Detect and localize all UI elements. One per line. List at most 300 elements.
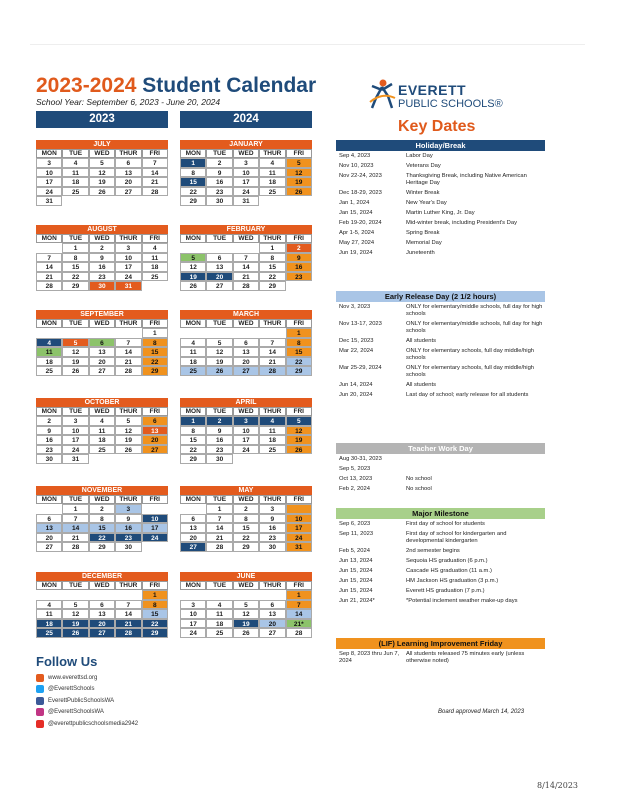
calendar-day: 23 — [286, 272, 312, 282]
calendar-day: 25 — [142, 272, 168, 282]
day-header: THUR — [259, 495, 285, 504]
calendar-day: 28 — [115, 366, 141, 376]
week-row — [36, 168, 168, 178]
key-date-date: Nov 10, 2023 — [339, 162, 374, 169]
calendar-day: 4 — [259, 416, 285, 426]
calendar-day: 30 — [206, 454, 232, 464]
key-date-event: Veterans Day — [406, 162, 441, 169]
key-date-row — [336, 464, 545, 474]
calendar-day: 29 — [286, 366, 312, 376]
month-name: JANUARY — [180, 140, 312, 149]
calendar-day: 3 — [36, 158, 62, 168]
key-date-event: Juneteenth — [406, 249, 435, 256]
calendar-day: 7 — [259, 338, 285, 348]
calendar-day: 6 — [36, 514, 62, 524]
calendar-day: 23 — [36, 445, 62, 455]
key-date-date: Nov 22-24, 2023 — [339, 172, 382, 179]
calendar-day: 11 — [259, 168, 285, 178]
calendar-day: 9 — [286, 253, 312, 263]
calendar-day — [180, 243, 206, 253]
calendar-day: 31 — [233, 196, 259, 206]
calendar-day: 4 — [142, 243, 168, 253]
day-header: MON — [180, 581, 206, 590]
calendar-day: 5 — [286, 416, 312, 426]
calendar-day — [259, 454, 285, 464]
calendar-day: 26 — [286, 445, 312, 455]
calendar-day: 28 — [36, 281, 62, 291]
key-date-row — [336, 208, 545, 218]
calendar-day: 14 — [115, 609, 141, 619]
calendar-day: 27 — [233, 366, 259, 376]
key-date-date: Nov 3, 2023 — [339, 303, 371, 310]
day-header: WED — [89, 319, 115, 328]
calendar-day: 11 — [142, 253, 168, 263]
calendar-day: 27 — [115, 187, 141, 197]
calendar-day: 10 — [180, 609, 206, 619]
calendar-day: 31 — [115, 281, 141, 291]
day-header-row — [36, 319, 168, 328]
key-date-event: All students — [406, 381, 436, 388]
calendar-day: 19 — [286, 177, 312, 187]
week-row — [36, 600, 168, 610]
calendar-day — [233, 590, 259, 600]
calendar-day: 12 — [233, 609, 259, 619]
week-row — [36, 435, 168, 445]
calendar-day — [233, 243, 259, 253]
day-header: WED — [233, 495, 259, 504]
day-header: TUE — [206, 407, 232, 416]
week-row — [36, 158, 168, 168]
calendar-day: 5 — [62, 600, 88, 610]
day-header: MON — [36, 495, 62, 504]
calendar-day: 7 — [115, 338, 141, 348]
calendar-day — [89, 328, 115, 338]
key-date-date: Jun 21, 2024* — [339, 597, 375, 604]
calendar-day: 23 — [206, 445, 232, 455]
calendar-day: 26 — [62, 366, 88, 376]
day-header: TUE — [206, 319, 232, 328]
calendar-day: 18 — [62, 177, 88, 187]
day-header: THUR — [259, 581, 285, 590]
key-date-date: May 27, 2024 — [339, 239, 375, 246]
social-link[interactable] — [36, 718, 138, 730]
calendar-day: 16 — [36, 435, 62, 445]
calendar-day: 17 — [142, 523, 168, 533]
week-row — [36, 426, 168, 436]
calendar-day: 1 — [142, 328, 168, 338]
calendar-day — [286, 504, 312, 514]
calendar-day: 6 — [89, 338, 115, 348]
key-date-row — [336, 228, 545, 238]
week-row — [180, 196, 312, 206]
calendar-day: 28 — [142, 187, 168, 197]
week-row — [36, 619, 168, 629]
calendar-day — [115, 196, 141, 206]
week-row — [180, 445, 312, 455]
calendar-day — [36, 504, 62, 514]
calendar-day: 6 — [180, 514, 206, 524]
month-february — [180, 225, 312, 291]
calendar-day: 8 — [259, 253, 285, 263]
key-dates-title: Key Dates — [398, 118, 476, 135]
calendar-day — [206, 243, 232, 253]
week-row — [36, 347, 168, 357]
key-date-row — [336, 586, 545, 596]
calendar-day: 15 — [62, 262, 88, 272]
key-date-row — [336, 302, 545, 319]
calendar-day: 6 — [206, 253, 232, 263]
calendar-day: 9 — [259, 514, 285, 524]
key-date-event: No school — [406, 485, 432, 492]
week-row — [36, 533, 168, 543]
key-date-row — [336, 596, 545, 606]
calendar-day: 2 — [36, 416, 62, 426]
calendar-day — [62, 196, 88, 206]
calendar-day: 8 — [180, 168, 206, 178]
day-header: MON — [36, 581, 62, 590]
year-header-2024: 2024 — [180, 111, 312, 128]
week-row — [36, 253, 168, 263]
calendar-day: 22 — [142, 619, 168, 629]
calendar-day: 26 — [286, 187, 312, 197]
key-date-date: Jun 14, 2024 — [339, 381, 373, 388]
key-date-row — [336, 336, 545, 346]
week-row — [180, 533, 312, 543]
key-date-event: Labor Day — [406, 152, 433, 159]
month-may — [180, 486, 312, 552]
calendar-day — [206, 590, 232, 600]
calendar-day: 16 — [89, 262, 115, 272]
calendar-day: 18 — [89, 435, 115, 445]
calendar-day: 31 — [286, 542, 312, 552]
calendar-day: 2 — [89, 243, 115, 253]
week-row — [36, 445, 168, 455]
key-date-row — [336, 363, 545, 380]
calendar-day: 21* — [286, 619, 312, 629]
day-header: THUR — [259, 149, 285, 158]
week-row — [180, 542, 312, 552]
calendar-day: 26 — [180, 281, 206, 291]
calendar-day: 21 — [115, 619, 141, 629]
key-date-date: Jun 19, 2024 — [339, 249, 373, 256]
calendar-day: 6 — [115, 158, 141, 168]
calendar-day: 8 — [286, 338, 312, 348]
calendar-day: 18 — [206, 619, 232, 629]
day-header-row — [36, 581, 168, 590]
week-row — [180, 416, 312, 426]
calendar-day — [286, 196, 312, 206]
calendar-day: 9 — [89, 253, 115, 263]
week-row — [180, 609, 312, 619]
calendar-day: 4 — [180, 338, 206, 348]
calendar-day — [206, 328, 232, 338]
week-row — [36, 357, 168, 367]
calendar-day: 8 — [62, 253, 88, 263]
calendar-day: 17 — [62, 435, 88, 445]
key-date-date: Aug 30-31, 2023 — [339, 455, 382, 462]
calendar-day: 5 — [233, 600, 259, 610]
day-header: TUE — [62, 319, 88, 328]
key-date-event: Martin Luther King, Jr. Day — [406, 209, 475, 216]
day-header: MON — [180, 319, 206, 328]
calendar-day: 3 — [62, 416, 88, 426]
calendar-day: 30 — [89, 281, 115, 291]
week-row — [36, 177, 168, 187]
key-date-row — [336, 171, 545, 188]
day-header: MON — [180, 234, 206, 243]
week-row — [36, 366, 168, 376]
social-link[interactable] — [36, 707, 138, 719]
calendar-day: 15 — [259, 262, 285, 272]
calendar-day: 24 — [286, 533, 312, 543]
key-date-event: First day of school for students — [406, 520, 485, 527]
key-date-date: Feb 5, 2024 — [339, 547, 370, 554]
calendar-day: 11 — [36, 609, 62, 619]
calendar-day: 12 — [206, 347, 232, 357]
approval-note: Board approved March 14, 2023 — [438, 709, 525, 715]
social-link[interactable] — [36, 672, 138, 684]
day-header: THUR — [259, 407, 285, 416]
calendar-day: 14 — [142, 168, 168, 178]
calendar-day: 22 — [259, 272, 285, 282]
key-date-date: Jan 15, 2024 — [339, 209, 373, 216]
calendar-day: 14 — [286, 609, 312, 619]
calendar-day: 1 — [142, 590, 168, 600]
week-row — [180, 523, 312, 533]
calendar-day: 1 — [180, 158, 206, 168]
month-name: MAY — [180, 486, 312, 495]
calendar-day: 16 — [259, 523, 285, 533]
key-dates-section — [336, 638, 545, 666]
week-row — [180, 426, 312, 436]
page-title — [36, 74, 316, 98]
calendar-day: 29 — [89, 542, 115, 552]
calendar-day: 10 — [233, 426, 259, 436]
week-row — [180, 328, 312, 338]
key-date-event — [406, 466, 545, 473]
day-header: TUE — [62, 407, 88, 416]
month-november — [36, 486, 168, 552]
calendar-day: 10 — [142, 514, 168, 524]
calendar-day: 1 — [286, 590, 312, 600]
calendar-day: 14 — [62, 523, 88, 533]
calendar-day: 26 — [115, 445, 141, 455]
social-link-text: @EverettSchoolsWA — [48, 709, 104, 716]
week-row — [180, 628, 312, 638]
key-date-event: No school — [406, 475, 432, 482]
month-october — [36, 398, 168, 464]
calendar-day: 14 — [206, 523, 232, 533]
calendar-day: 20 — [142, 435, 168, 445]
calendar-day: 25 — [259, 187, 285, 197]
key-date-date: Dec 15, 2023 — [339, 337, 374, 344]
key-date-date: Jun 20, 2024 — [339, 391, 373, 398]
key-date-event: Everett HS graduation (7 p.m.) — [406, 587, 485, 594]
calendar-day: 5 — [286, 158, 312, 168]
calendar-day: 30 — [259, 542, 285, 552]
calendar-day: 11 — [89, 426, 115, 436]
social-link-text: @everettpublicschoolsmedia2942 — [48, 720, 139, 727]
key-date-event: ONLY for elementary schools, full day middle/high schools — [406, 364, 535, 378]
calendar-day: 5 — [89, 158, 115, 168]
day-header: TUE — [206, 495, 232, 504]
calendar-day — [89, 454, 115, 464]
month-name: OCTOBER — [36, 398, 168, 407]
calendar-day: 17 — [233, 177, 259, 187]
calendar-day: 15 — [180, 177, 206, 187]
day-header: FRI — [142, 495, 168, 504]
day-header: THUR — [115, 407, 141, 416]
day-header: MON — [36, 319, 62, 328]
section-title: (LIF) Learning Improvement Friday — [336, 638, 545, 649]
day-header: WED — [233, 407, 259, 416]
key-date-row — [336, 529, 545, 546]
calendar-day: 12 — [286, 168, 312, 178]
week-row — [180, 366, 312, 376]
calendar-day: 28 — [259, 366, 285, 376]
calendar-day: 5 — [115, 416, 141, 426]
calendar-day: 13 — [115, 168, 141, 178]
calendar-day — [142, 454, 168, 464]
calendar-day: 21 — [259, 357, 285, 367]
day-header: MON — [36, 149, 62, 158]
calendar-day: 18 — [142, 262, 168, 272]
week-row — [180, 281, 312, 291]
key-dates-section — [336, 443, 545, 494]
week-row — [180, 243, 312, 253]
calendar-day: 1 — [180, 416, 206, 426]
day-header: TUE — [62, 149, 88, 158]
day-header: FRI — [286, 581, 312, 590]
calendar-day: 20 — [36, 533, 62, 543]
calendar-day: 9 — [206, 426, 232, 436]
instagram-icon — [36, 708, 44, 716]
calendar-day: 10 — [36, 168, 62, 178]
social-link-text: EverettPublicSchoolsWA — [48, 697, 115, 704]
calendar-day: 27 — [180, 542, 206, 552]
follow-title: Follow Us — [36, 654, 98, 669]
date-stamp: 8/14/2023 — [537, 781, 579, 790]
month-january — [180, 140, 312, 206]
social-link[interactable] — [36, 695, 138, 707]
key-date-row — [336, 576, 545, 586]
calendar-day: 26 — [206, 366, 232, 376]
calendar-day: 1 — [62, 504, 88, 514]
calendar-day: 17 — [286, 523, 312, 533]
calendar-day: 11 — [62, 168, 88, 178]
section-title: Early Release Day (2 1/2 hours) — [336, 291, 545, 302]
day-header: MON — [36, 407, 62, 416]
calendar-day: 23 — [206, 187, 232, 197]
calendar-day: 20 — [259, 619, 285, 629]
calendar-day: 24 — [36, 187, 62, 197]
calendar-day: 19 — [206, 357, 232, 367]
calendar-day: 6 — [259, 600, 285, 610]
calendar-day: 12 — [180, 262, 206, 272]
calendar-day: 20 — [89, 357, 115, 367]
week-row — [36, 609, 168, 619]
month-name: FEBRUARY — [180, 225, 312, 234]
calendar-day: 25 — [62, 187, 88, 197]
key-date-date: Apr 1-5, 2024 — [339, 229, 375, 236]
social-link-text: @EverettSchools — [48, 686, 95, 693]
day-header-row — [180, 149, 312, 158]
key-dates-section — [336, 508, 545, 606]
calendar-day — [180, 590, 206, 600]
day-header: WED — [233, 234, 259, 243]
week-row — [180, 272, 312, 282]
key-date-row — [336, 474, 545, 484]
calendar-day: 2 — [206, 158, 232, 168]
calendar-day: 11 — [36, 347, 62, 357]
calendar-day: 17 — [233, 435, 259, 445]
week-row — [36, 196, 168, 206]
key-date-event: First day of school for kindergarten and developmental kindergarten — [406, 530, 507, 544]
calendar-day: 16 — [206, 435, 232, 445]
calendar-day — [233, 328, 259, 338]
calendar-day — [36, 328, 62, 338]
key-date-date: Sep 11, 2023 — [339, 530, 374, 537]
day-header: FRI — [142, 149, 168, 158]
calendar-day — [142, 504, 168, 514]
calendar-day: 4 — [206, 600, 232, 610]
calendar-day — [115, 454, 141, 464]
calendar-day: 3 — [233, 158, 259, 168]
week-row — [36, 514, 168, 524]
logo-line-1: EVERETT — [398, 82, 467, 98]
calendar-day: 1 — [259, 243, 285, 253]
calendar-day: 13 — [89, 347, 115, 357]
calendar-day — [115, 328, 141, 338]
social-link[interactable] — [36, 684, 138, 696]
day-header: FRI — [286, 319, 312, 328]
calendar-day: 14 — [36, 262, 62, 272]
calendar-day: 29 — [180, 454, 206, 464]
calendar-day: 26 — [89, 187, 115, 197]
calendar-day — [142, 542, 168, 552]
calendar-day: 9 — [115, 514, 141, 524]
calendar-day: 24 — [115, 272, 141, 282]
calendar-day: 21 — [142, 177, 168, 187]
calendar-day — [89, 590, 115, 600]
week-row — [36, 542, 168, 552]
key-date-row — [336, 346, 545, 363]
calendar-day — [286, 454, 312, 464]
day-header: WED — [233, 319, 259, 328]
facebook-icon — [36, 697, 44, 705]
month-july — [36, 140, 168, 206]
calendar-day: 9 — [36, 426, 62, 436]
month-name: SEPTEMBER — [36, 310, 168, 319]
calendar-day: 14 — [115, 347, 141, 357]
day-header: THUR — [259, 319, 285, 328]
calendar-day: 17 — [36, 177, 62, 187]
calendar-day: 30 — [36, 454, 62, 464]
calendar-day: 2 — [206, 416, 232, 426]
calendar-day: 29 — [62, 281, 88, 291]
calendar-day: 20 — [233, 357, 259, 367]
key-date-row — [336, 390, 545, 400]
calendar-day: 24 — [62, 445, 88, 455]
day-header: TUE — [62, 495, 88, 504]
calendar-day: 30 — [115, 542, 141, 552]
week-row — [36, 243, 168, 253]
key-date-date: Sep 8, 2023 thru Jun 7, 2024 — [339, 650, 400, 664]
calendar-day: 16 — [206, 177, 232, 187]
month-august — [36, 225, 168, 291]
day-header: THUR — [115, 581, 141, 590]
key-date-date: Feb 19-20, 2024 — [339, 219, 382, 226]
